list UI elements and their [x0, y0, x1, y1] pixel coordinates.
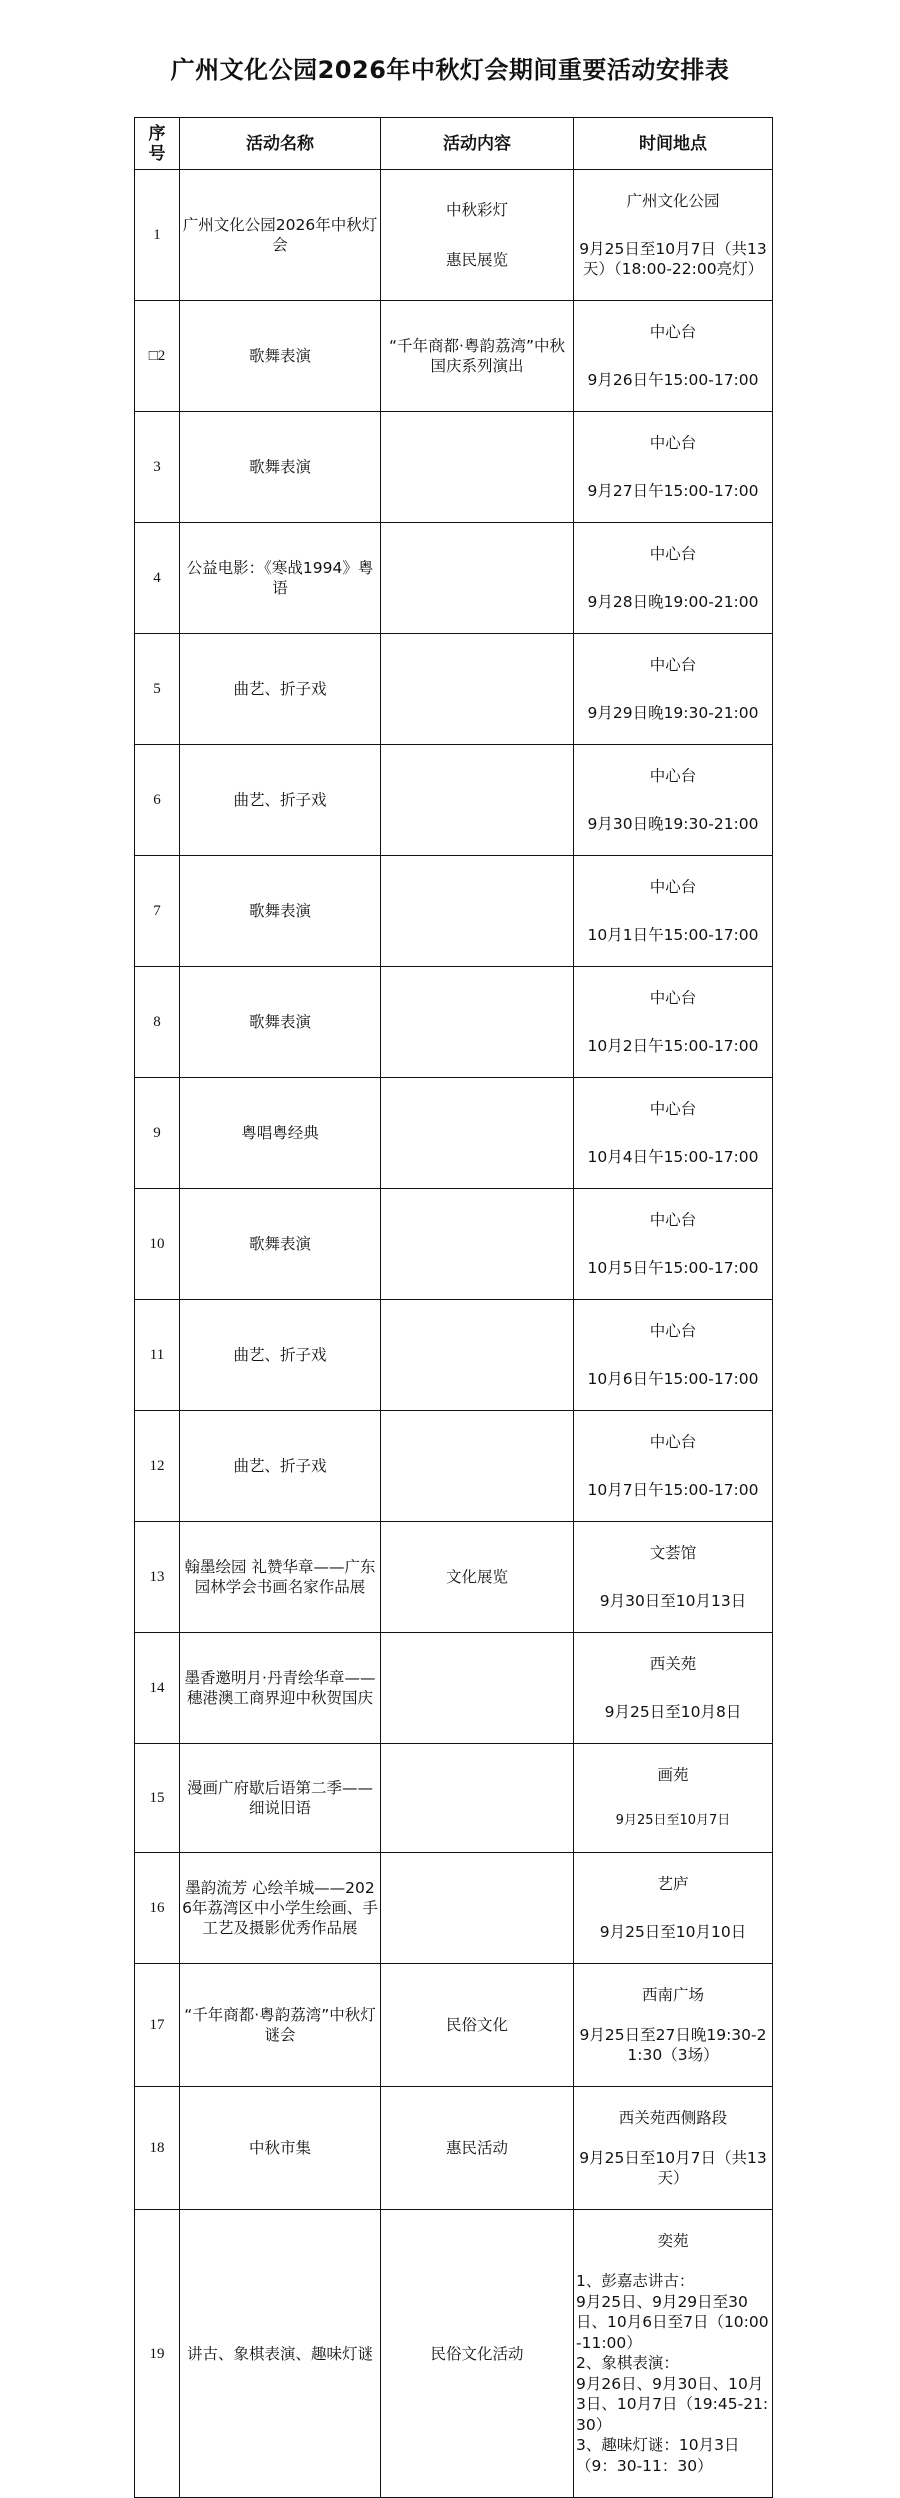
table-row [135, 2210, 773, 2498]
activity-name: 墨韵流芳 心绘羊城——2026年荔湾区中小学生绘画、手工艺及摄影优秀作品展 [180, 1853, 381, 1964]
location: 西南广场 [641, 1986, 704, 2004]
activity-name: 曲艺、折子戏 [180, 634, 381, 745]
table-row [135, 1744, 773, 1853]
activity-content [381, 967, 574, 1078]
time-place [574, 170, 773, 301]
content-line: 中秋彩灯 [445, 201, 508, 219]
table-row [135, 1633, 773, 1744]
time-place [574, 745, 773, 856]
time: 9月25日至10月7日 [615, 1813, 731, 1828]
activity-content: 文化展览 [381, 1522, 574, 1633]
location: 西关苑 [649, 1655, 697, 1673]
time: 9月25日至10月8日 [604, 1703, 742, 1721]
row-number: 13 [135, 1522, 180, 1633]
location: 中心台 [649, 545, 697, 563]
activity-content [381, 170, 574, 301]
activity-name: 歌舞表演 [180, 967, 381, 1078]
activity-content [381, 523, 574, 634]
row-number: 12 [135, 1411, 180, 1522]
location: 中心台 [649, 434, 697, 452]
table-header-row [135, 118, 773, 170]
table-row [135, 1853, 773, 1964]
table-row [135, 1078, 773, 1189]
time: 9月27日午15:00-17:00 [587, 482, 759, 500]
location: 中心台 [649, 656, 697, 674]
row-number: 16 [135, 1853, 180, 1964]
activity-name: 中秋市集 [180, 2087, 381, 2210]
location: 中心台 [649, 989, 697, 1007]
time-place [574, 1300, 773, 1411]
time-place [574, 856, 773, 967]
location: 中心台 [649, 1100, 697, 1118]
table-row [135, 170, 773, 301]
location: 中心台 [649, 1433, 697, 1451]
activity-content [381, 412, 574, 523]
row-number: 9 [135, 1078, 180, 1189]
schedule-table [134, 117, 773, 2498]
row-number: 4 [135, 523, 180, 634]
time: 9月25日至27日晚19:30-21:30（3场） [579, 2026, 767, 2064]
row-number: 18 [135, 2087, 180, 2210]
location: 中心台 [649, 1211, 697, 1229]
table-row [135, 412, 773, 523]
activity-name: 翰墨绘园 礼赞华章——广东园林学会书画名家作品展 [180, 1522, 381, 1633]
row-number: 7 [135, 856, 180, 967]
activity-name: 曲艺、折子戏 [180, 745, 381, 856]
time: 9月29日晚19:30-21:00 [587, 704, 759, 722]
time: 9月30日晚19:30-21:00 [587, 815, 759, 833]
time-place [574, 1078, 773, 1189]
activity-name: 漫画广府歇后语第二季——细说旧语 [180, 1744, 381, 1853]
time-place [574, 1744, 773, 1853]
time: 9月30日至10月13日 [599, 1592, 747, 1610]
time-place [574, 1189, 773, 1300]
row-number: 15 [135, 1744, 180, 1853]
activity-name: 歌舞表演 [180, 856, 381, 967]
activity-name: 歌舞表演 [180, 301, 381, 412]
activity-name: 公益电影：《寒战1994》粤语 [180, 523, 381, 634]
row-number: 14 [135, 1633, 180, 1744]
time: 10月6日午15:00-17:00 [587, 1370, 759, 1388]
page-title: 广州文化公园2026年中秋灯会期间重要活动安排表 [170, 56, 730, 84]
activity-content [381, 856, 574, 967]
row-number: 11 [135, 1300, 180, 1411]
time: 9月25日至10月10日 [599, 1923, 747, 1941]
time: 9月25日至10月7日（共13天） [579, 2149, 767, 2187]
location: 艺庐 [657, 1875, 689, 1893]
time: 9月26日午15:00-17:00 [587, 371, 759, 389]
table-row [135, 1522, 773, 1633]
activity-content [381, 1744, 574, 1853]
content-line: 惠民展览 [445, 251, 508, 269]
activity-content: “千年商都·粤韵荔湾”中秋国庆系列演出 [381, 301, 574, 412]
table-row [135, 2087, 773, 2210]
row-number: 19 [135, 2210, 180, 2498]
activity-name: 歌舞表演 [180, 412, 381, 523]
activity-content [381, 1189, 574, 1300]
time: 10月5日午15:00-17:00 [587, 1259, 759, 1277]
row-number: 8 [135, 967, 180, 1078]
time-place [574, 2087, 773, 2210]
activity-name: 墨香邀明月·丹青绘华章——穗港澳工商界迎中秋贺国庆 [180, 1633, 381, 1744]
location: 西关苑西侧路段 [618, 2109, 728, 2127]
row-number: 10 [135, 1189, 180, 1300]
time-place [574, 1853, 773, 1964]
time: 10月2日午15:00-17:00 [587, 1037, 759, 1055]
activity-content [381, 1411, 574, 1522]
activity-name: 曲艺、折子戏 [180, 1411, 381, 1522]
time-place [574, 412, 773, 523]
location: 画苑 [657, 1766, 689, 1784]
activity-content: 民俗文化 [381, 1964, 574, 2087]
row-number: 5 [135, 634, 180, 745]
table-row [135, 1300, 773, 1411]
table-row [135, 967, 773, 1078]
activity-content [381, 745, 574, 856]
location: 中心台 [649, 1322, 697, 1340]
header-name: 活动名称 [180, 118, 381, 170]
activity-name: 粤唱粤经典 [180, 1078, 381, 1189]
table-row [135, 634, 773, 745]
row-number: 1 [135, 170, 180, 301]
activity-name: “千年商都·粤韵荔湾”中秋灯谜会 [180, 1964, 381, 2087]
location: 中心台 [649, 767, 697, 785]
header-content: 活动内容 [381, 118, 574, 170]
time-place [574, 301, 773, 412]
row-number: 3 [135, 412, 180, 523]
activity-name: 曲艺、折子戏 [180, 1300, 381, 1411]
time: 10月7日午15:00-17:00 [587, 1481, 759, 1499]
activity-content [381, 1853, 574, 1964]
header-place: 时间地点 [574, 118, 773, 170]
table-row [135, 745, 773, 856]
location: 奕苑 [657, 2232, 689, 2250]
location: 中心台 [649, 878, 697, 896]
time-place [574, 523, 773, 634]
table-row [135, 1964, 773, 2087]
row-number: □2 [135, 301, 180, 412]
time-place [574, 634, 773, 745]
activity-content: 惠民活动 [381, 2087, 574, 2210]
time-place [574, 1522, 773, 1633]
activity-name: 歌舞表演 [180, 1189, 381, 1300]
time-place [574, 1411, 773, 1522]
time-place [574, 2210, 773, 2498]
row-number: 17 [135, 1964, 180, 2087]
time-place [574, 967, 773, 1078]
time: 1、彭嘉志讲古： 9月25日、9月29日至30日、10月6日至7日（10:00-11:00） 2、象棋表演： 9月26日、9月30日、10月3日、10月7日（19:45-21:30） 3、趣味灯谜：10月3日（9：30-11：30） [576, 2272, 769, 2475]
table-row [135, 301, 773, 412]
time: 9月28日晚19:00-21:00 [587, 593, 759, 611]
location: 广州文化公园 [626, 192, 720, 210]
time: 10月1日午15:00-17:00 [587, 926, 759, 944]
row-number: 6 [135, 745, 180, 856]
location: 文荟馆 [649, 1544, 697, 1562]
location: 中心台 [649, 323, 697, 341]
header-no: 序 号 [135, 118, 180, 170]
table-row [135, 1189, 773, 1300]
table-row [135, 523, 773, 634]
activity-name: 讲古、象棋表演、趣味灯谜 [180, 2210, 381, 2498]
time-place [574, 1964, 773, 2087]
table-row [135, 1411, 773, 1522]
table-row [135, 856, 773, 967]
activity-content [381, 1300, 574, 1411]
activity-content [381, 1633, 574, 1744]
time: 10月4日午15:00-17:00 [587, 1148, 759, 1166]
activity-name: 广州文化公园2026年中秋灯会 [180, 170, 381, 301]
activity-content [381, 1078, 574, 1189]
time-place [574, 1633, 773, 1744]
time: 9月25日至10月7日（共13天）（18:00-22:00亮灯） [579, 240, 767, 278]
activity-content: 民俗文化活动 [381, 2210, 574, 2498]
activity-content [381, 634, 574, 745]
